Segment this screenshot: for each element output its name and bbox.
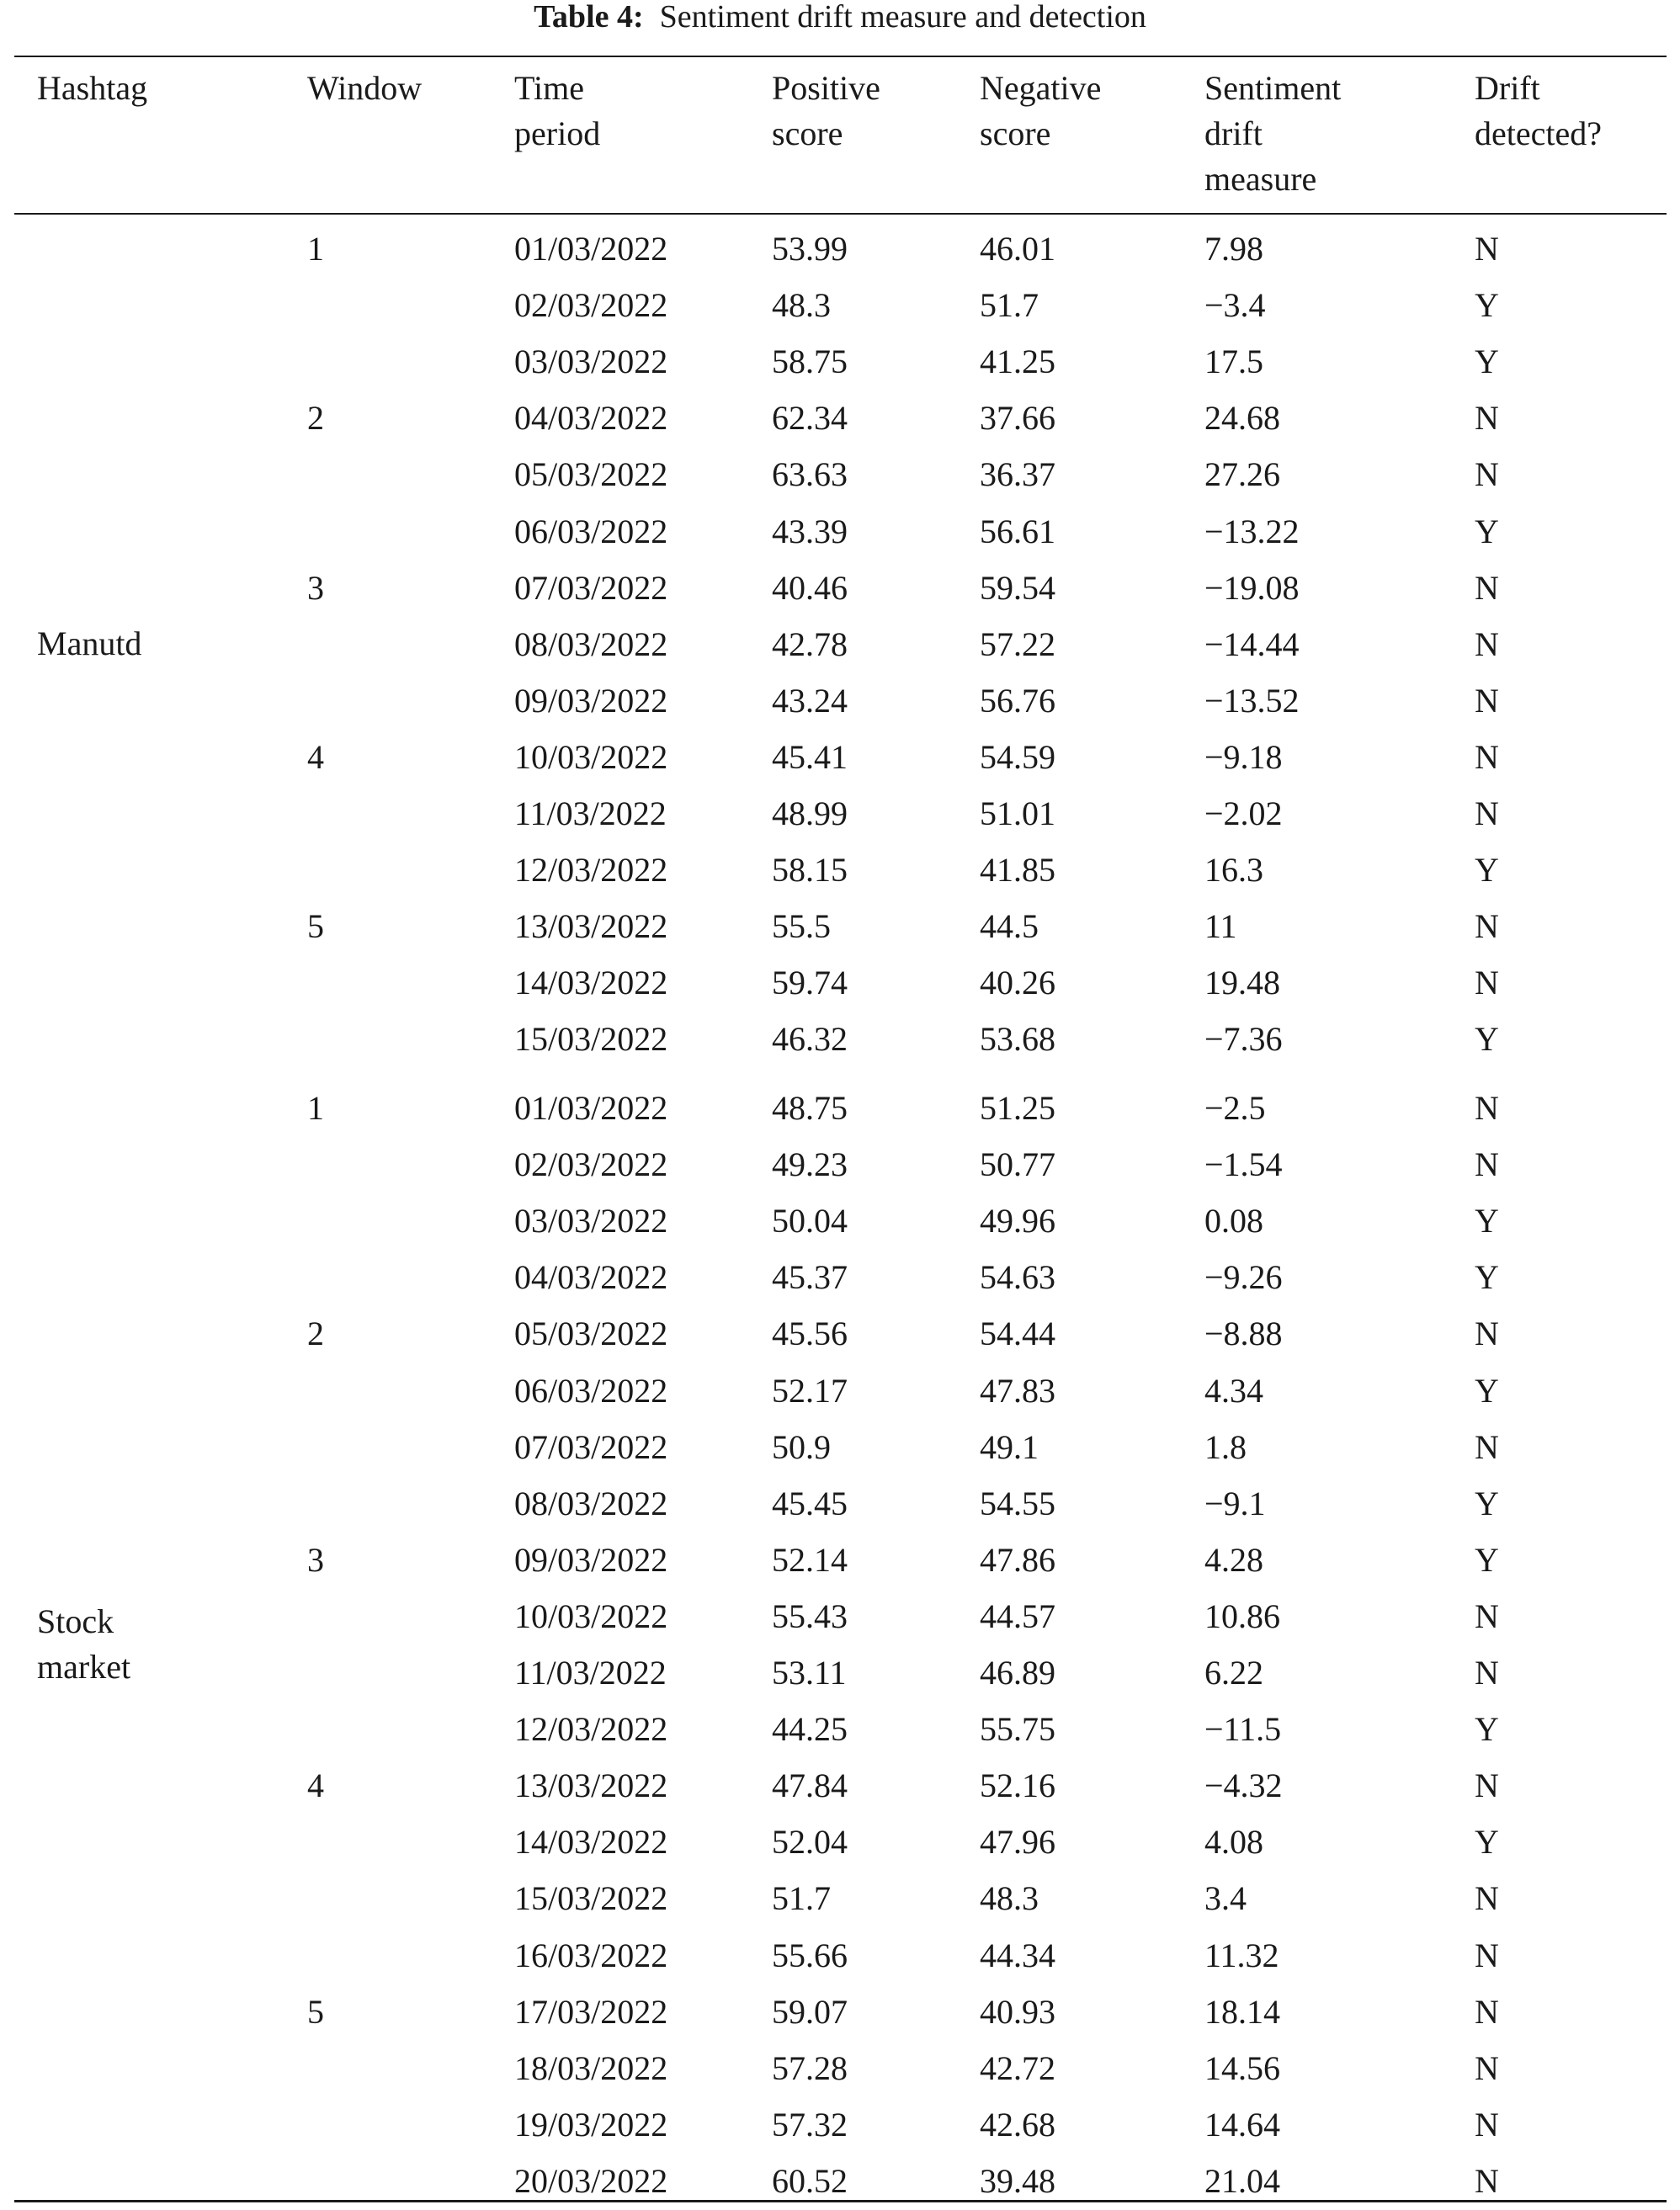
cell-sentiment-drift-measure: 7.98 [1204,230,1263,268]
cell-negative-score: 41.25 [980,343,1055,381]
cell-negative-score: 41.85 [980,851,1055,890]
cell-drift-detected: Y [1475,1540,1499,1579]
cell-positive-score: 50.04 [772,1202,848,1240]
cell-sentiment-drift-measure: 4.08 [1204,1823,1263,1862]
cell-positive-score: 48.99 [772,794,848,832]
cell-sentiment-drift-measure: 0.08 [1204,1202,1263,1240]
cell-time-period: 10/03/2022 [514,737,668,776]
cell-negative-score: 54.63 [980,1258,1055,1297]
cell-positive-score: 45.45 [772,1484,848,1522]
cell-positive-score: 53.99 [772,230,848,268]
cell-sentiment-drift-measure: 11 [1204,907,1237,946]
table-header-rule [14,213,1667,215]
column-header-line: score [772,114,843,152]
cell-positive-score: 57.28 [772,2048,848,2087]
cell-sentiment-drift-measure: 17.5 [1204,343,1263,381]
cell-drift-detected: Y [1475,851,1499,890]
cell-drift-detected: N [1475,230,1499,268]
cell-negative-score: 50.77 [980,1145,1055,1184]
cell-negative-score: 54.55 [980,1484,1055,1522]
cell-drift-detected: N [1475,1427,1499,1466]
cell-time-period: 05/03/2022 [514,455,668,494]
cell-negative-score: 57.22 [980,624,1055,663]
cell-positive-score: 42.78 [772,624,848,663]
cell-sentiment-drift-measure: −9.18 [1204,737,1283,776]
cell-drift-detected: N [1475,624,1499,663]
cell-sentiment-drift-measure: −7.36 [1204,1020,1283,1059]
cell-drift-detected: N [1475,794,1499,832]
cell-time-period: 06/03/2022 [514,1371,668,1410]
cell-positive-score: 48.3 [772,286,831,325]
cell-time-period: 09/03/2022 [514,1540,668,1579]
cell-negative-score: 52.16 [980,1766,1055,1805]
cell-sentiment-drift-measure: −8.88 [1204,1315,1283,1353]
cell-drift-detected: N [1475,1992,1499,2031]
cell-time-period: 16/03/2022 [514,1936,668,1974]
cell-negative-score: 44.5 [980,907,1039,946]
column-header-line: measure [1204,160,1317,198]
cell-drift-detected: N [1475,399,1499,438]
table-caption-label: Table 4: [534,0,644,35]
cell-time-period: 03/03/2022 [514,1202,668,1240]
cell-negative-score: 51.25 [980,1089,1055,1127]
cell-time-period: 02/03/2022 [514,286,668,325]
column-header-line: Drift [1475,69,1540,107]
cell-sentiment-drift-measure: −13.52 [1204,681,1300,720]
cell-negative-score: 44.57 [980,1596,1055,1635]
cell-negative-score: 51.7 [980,286,1039,325]
cell-sentiment-drift-measure: 1.8 [1204,1427,1247,1466]
cell-drift-detected: N [1475,568,1499,607]
cell-negative-score: 49.1 [980,1427,1039,1466]
cell-sentiment-drift-measure: 14.56 [1204,2048,1280,2087]
cell-positive-score: 43.24 [772,681,848,720]
cell-time-period: 18/03/2022 [514,2048,668,2087]
column-header-sentiment-drift-measure [1204,66,1341,202]
column-header-window [307,66,422,111]
hashtag-label-line: market [37,1648,131,1686]
cell-positive-score: 50.9 [772,1427,831,1466]
cell-time-period: 12/03/2022 [514,851,668,890]
cell-sentiment-drift-measure: −14.44 [1204,624,1300,663]
cell-time-period: 03/03/2022 [514,343,668,381]
cell-time-period: 04/03/2022 [514,1258,668,1297]
cell-drift-detected: N [1475,1089,1499,1127]
cell-positive-score: 60.52 [772,2161,848,2200]
cell-positive-score: 55.43 [772,1596,848,1635]
cell-negative-score: 54.44 [980,1315,1055,1353]
cell-time-period: 05/03/2022 [514,1315,668,1353]
cell-positive-score: 51.7 [772,1879,831,1918]
cell-drift-detected: N [1475,907,1499,946]
cell-drift-detected: Y [1475,1202,1499,1240]
cell-positive-score: 59.74 [772,964,848,1002]
cell-time-period: 06/03/2022 [514,512,668,550]
cell-drift-detected: N [1475,1766,1499,1805]
cell-time-period: 20/03/2022 [514,2161,668,2200]
cell-time-period: 09/03/2022 [514,681,668,720]
window-number: 5 [307,1992,324,2031]
cell-sentiment-drift-measure: −13.22 [1204,512,1300,550]
column-header-line: Negative [980,69,1102,107]
cell-negative-score: 44.34 [980,1936,1055,1974]
table-top-rule [14,56,1667,57]
column-header-negative-score [980,66,1101,157]
cell-drift-detected: Y [1475,512,1499,550]
window-number: 2 [307,399,324,438]
cell-time-period: 10/03/2022 [514,1596,668,1635]
cell-time-period: 14/03/2022 [514,1823,668,1862]
column-header-positive-score [772,66,880,157]
cell-sentiment-drift-measure: 6.22 [1204,1654,1263,1692]
hashtag-label [37,621,141,667]
cell-positive-score: 43.39 [772,512,848,550]
cell-drift-detected: Y [1475,1823,1499,1862]
cell-time-period: 13/03/2022 [514,1766,668,1805]
cell-positive-score: 40.46 [772,568,848,607]
column-header-line: Positive [772,69,880,107]
cell-drift-detected: Y [1475,1484,1499,1522]
cell-time-period: 08/03/2022 [514,1484,668,1522]
cell-drift-detected: N [1475,1936,1499,1974]
cell-positive-score: 52.04 [772,1823,848,1862]
column-header-line: detected? [1475,114,1602,152]
cell-drift-detected: N [1475,1315,1499,1353]
cell-positive-score: 45.41 [772,737,848,776]
cell-positive-score: 57.32 [772,2105,848,2144]
cell-time-period: 19/03/2022 [514,2105,668,2144]
window-number: 1 [307,230,324,268]
column-header-time-period [514,66,600,157]
cell-sentiment-drift-measure: 21.04 [1204,2161,1280,2200]
column-header-drift-detected [1475,66,1602,157]
cell-time-period: 11/03/2022 [514,794,667,832]
cell-negative-score: 46.01 [980,230,1055,268]
cell-sentiment-drift-measure: 4.28 [1204,1540,1263,1579]
cell-time-period: 15/03/2022 [514,1020,668,1059]
cell-drift-detected: N [1475,737,1499,776]
cell-positive-score: 45.56 [772,1315,848,1353]
column-header-hashtag [37,66,147,111]
cell-positive-score: 55.5 [772,907,831,946]
cell-drift-detected: Y [1475,1258,1499,1297]
cell-negative-score: 46.89 [980,1654,1055,1692]
cell-negative-score: 54.59 [980,737,1055,776]
cell-drift-detected: Y [1475,286,1499,325]
cell-time-period: 04/03/2022 [514,399,668,438]
cell-drift-detected: Y [1475,343,1499,381]
cell-drift-detected: N [1475,1879,1499,1918]
cell-drift-detected: Y [1475,1710,1499,1749]
cell-positive-score: 62.34 [772,399,848,438]
cell-drift-detected: N [1475,2105,1499,2144]
cell-negative-score: 47.96 [980,1823,1055,1862]
cell-positive-score: 52.17 [772,1371,848,1410]
column-header-line: Window [307,69,423,107]
cell-time-period: 02/03/2022 [514,1145,668,1184]
table-caption [0,0,1680,34]
cell-positive-score: 48.75 [772,1089,848,1127]
cell-negative-score: 55.75 [980,1710,1055,1749]
cell-positive-score: 55.66 [772,1936,848,1974]
cell-negative-score: 47.83 [980,1371,1055,1410]
cell-sentiment-drift-measure: −2.02 [1204,794,1283,832]
cell-time-period: 14/03/2022 [514,964,668,1002]
table-bottom-rule [14,2200,1667,2202]
cell-positive-score: 58.75 [772,343,848,381]
cell-sentiment-drift-measure: −2.5 [1204,1089,1266,1127]
cell-positive-score: 44.25 [772,1710,848,1749]
cell-time-period: 08/03/2022 [514,624,668,663]
cell-drift-detected: N [1475,1145,1499,1184]
cell-negative-score: 40.26 [980,964,1055,1002]
cell-negative-score: 49.96 [980,1202,1055,1240]
cell-time-period: 12/03/2022 [514,1710,668,1749]
cell-negative-score: 51.01 [980,794,1055,832]
cell-time-period: 11/03/2022 [514,1654,667,1692]
window-number: 3 [307,1540,324,1579]
cell-positive-score: 52.14 [772,1540,848,1579]
cell-positive-score: 46.32 [772,1020,848,1059]
column-header-line: period [514,114,601,152]
cell-sentiment-drift-measure: 24.68 [1204,399,1280,438]
column-header-line: score [980,114,1051,152]
cell-sentiment-drift-measure: −1.54 [1204,1145,1283,1184]
cell-drift-detected: N [1475,1596,1499,1635]
cell-sentiment-drift-measure: −19.08 [1204,568,1300,607]
cell-drift-detected: Y [1475,1020,1499,1059]
cell-sentiment-drift-measure: 19.48 [1204,964,1280,1002]
cell-sentiment-drift-measure: 3.4 [1204,1879,1247,1918]
cell-drift-detected: Y [1475,1371,1499,1410]
cell-negative-score: 48.3 [980,1879,1039,1918]
cell-time-period: 17/03/2022 [514,1992,668,2031]
window-number: 4 [307,737,324,776]
cell-drift-detected: N [1475,455,1499,494]
cell-negative-score: 56.61 [980,512,1055,550]
cell-time-period: 13/03/2022 [514,907,668,946]
cell-sentiment-drift-measure: −9.1 [1204,1484,1266,1522]
cell-drift-detected: N [1475,2048,1499,2087]
column-header-line: drift [1204,114,1263,152]
cell-negative-score: 56.76 [980,681,1055,720]
cell-sentiment-drift-measure: 18.14 [1204,1992,1280,2031]
cell-negative-score: 40.93 [980,1992,1055,2031]
hashtag-label-line: Stock [37,1602,114,1640]
cell-negative-score: 47.86 [980,1540,1055,1579]
column-header-line: Hashtag [37,69,148,107]
cell-positive-score: 47.84 [772,1766,848,1805]
cell-drift-detected: N [1475,2161,1499,2200]
cell-drift-detected: N [1475,1654,1499,1692]
hashtag-label-line: Manutd [37,624,142,663]
cell-time-period: 01/03/2022 [514,230,668,268]
column-header-line: Time [514,69,585,107]
cell-negative-score: 37.66 [980,399,1055,438]
cell-time-period: 15/03/2022 [514,1879,668,1918]
cell-positive-score: 45.37 [772,1258,848,1297]
window-number: 3 [307,568,324,607]
cell-sentiment-drift-measure: 4.34 [1204,1371,1263,1410]
cell-time-period: 07/03/2022 [514,1427,668,1466]
cell-positive-score: 53.11 [772,1654,847,1692]
table-caption-text: Sentiment drift measure and detection [659,0,1146,35]
cell-sentiment-drift-measure: 10.86 [1204,1596,1280,1635]
cell-negative-score: 42.72 [980,2048,1055,2087]
window-number: 1 [307,1089,324,1127]
cell-time-period: 07/03/2022 [514,568,668,607]
cell-positive-score: 49.23 [772,1145,848,1184]
cell-sentiment-drift-measure: −4.32 [1204,1766,1283,1805]
cell-negative-score: 42.68 [980,2105,1055,2144]
cell-sentiment-drift-measure: 14.64 [1204,2105,1280,2144]
window-number: 5 [307,907,324,946]
cell-positive-score: 63.63 [772,455,848,494]
cell-negative-score: 59.54 [980,568,1055,607]
hashtag-label [37,1599,130,1690]
cell-sentiment-drift-measure: −3.4 [1204,286,1266,325]
cell-negative-score: 36.37 [980,455,1055,494]
cell-time-period: 01/03/2022 [514,1089,668,1127]
cell-negative-score: 39.48 [980,2161,1055,2200]
column-header-line: Sentiment [1204,69,1342,107]
cell-drift-detected: N [1475,681,1499,720]
window-number: 2 [307,1315,324,1353]
cell-sentiment-drift-measure: −11.5 [1204,1710,1282,1749]
cell-sentiment-drift-measure: 11.32 [1204,1936,1279,1974]
cell-sentiment-drift-measure: 27.26 [1204,455,1280,494]
cell-positive-score: 58.15 [772,851,848,890]
window-number: 4 [307,1766,324,1805]
cell-sentiment-drift-measure: 16.3 [1204,851,1263,890]
cell-negative-score: 53.68 [980,1020,1055,1059]
cell-positive-score: 59.07 [772,1992,848,2031]
cell-drift-detected: N [1475,964,1499,1002]
cell-sentiment-drift-measure: −9.26 [1204,1258,1283,1297]
